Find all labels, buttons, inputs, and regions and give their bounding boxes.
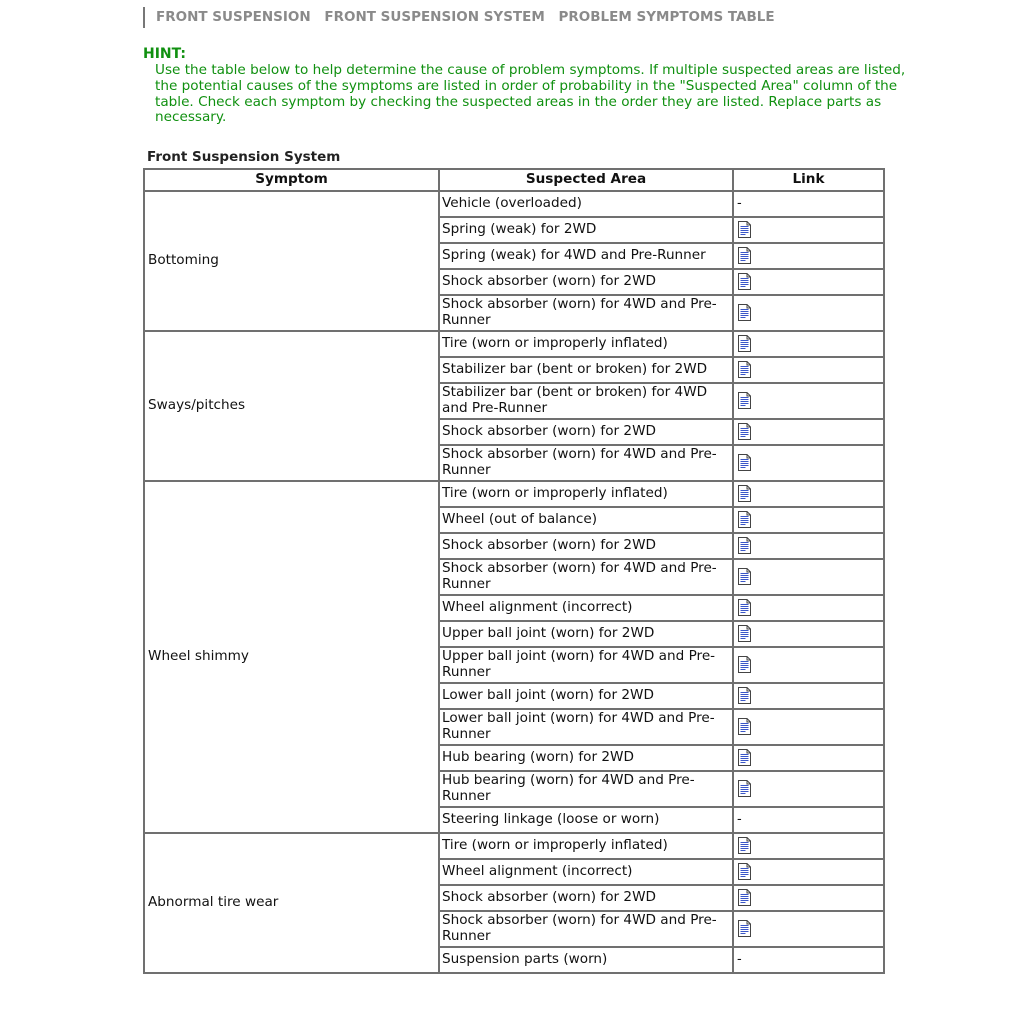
table-row <box>144 481 884 507</box>
suspected-area-cell: Lower ball joint (worn) for 2WD <box>439 683 733 709</box>
link-cell <box>733 419 884 445</box>
suspected-area-cell: Shock absorber (worn) for 4WD and Pre-Runner <box>439 445 733 481</box>
document-link-icon[interactable] <box>737 537 752 554</box>
column-header-symptom: Symptom <box>144 169 439 191</box>
document-link-icon[interactable] <box>737 221 752 238</box>
suspected-area-cell: Wheel (out of balance) <box>439 507 733 533</box>
document-link-icon[interactable] <box>737 599 752 616</box>
link-cell <box>733 911 884 947</box>
suspected-area-cell: Tire (worn or improperly inflated) <box>439 833 733 859</box>
symptom-cell: Wheel shimmy <box>144 481 439 833</box>
suspected-area-cell: Stabilizer bar (bent or broken) for 2WD <box>439 357 733 383</box>
suspected-area-cell: Stabilizer bar (bent or broken) for 4WD and Pre-Runner <box>439 383 733 419</box>
link-cell <box>733 647 884 683</box>
document-link-icon[interactable] <box>737 687 752 704</box>
document-link-icon[interactable] <box>737 511 752 528</box>
breadcrumb-item[interactable]: FRONT SUSPENSION <box>156 9 311 25</box>
suspected-area-cell: Lower ball joint (worn) for 4WD and Pre-Runner <box>439 709 733 745</box>
link-cell <box>733 683 884 709</box>
suspected-area-cell: Hub bearing (worn) for 2WD <box>439 745 733 771</box>
link-cell <box>733 859 884 885</box>
table-header-row <box>144 169 884 191</box>
symptom-cell: Sways/pitches <box>144 331 439 481</box>
suspected-area-cell: Shock absorber (worn) for 4WD and Pre-Runner <box>439 295 733 331</box>
link-cell <box>733 709 884 745</box>
document-link-icon[interactable] <box>737 273 752 290</box>
breadcrumb-item[interactable]: FRONT SUSPENSION SYSTEM <box>324 9 545 25</box>
link-cell <box>733 507 884 533</box>
suspected-area-cell: Suspension parts (worn) <box>439 947 733 973</box>
document-link-icon[interactable] <box>737 247 752 264</box>
document-link-icon[interactable] <box>737 837 752 854</box>
suspected-area-cell: Steering linkage (loose or worn) <box>439 807 733 833</box>
link-cell <box>733 595 884 621</box>
document-link-icon[interactable] <box>737 920 752 937</box>
document-link-icon[interactable] <box>737 889 752 906</box>
no-link-dash: - <box>737 952 742 968</box>
document-link-icon[interactable] <box>737 454 752 471</box>
suspected-area-cell: Upper ball joint (worn) for 2WD <box>439 621 733 647</box>
link-cell <box>733 383 884 419</box>
link-cell <box>733 445 884 481</box>
hint-title: HINT: <box>143 46 187 62</box>
suspected-area-cell: Tire (worn or improperly inflated) <box>439 331 733 357</box>
document-link-icon[interactable] <box>737 718 752 735</box>
document-link-icon[interactable] <box>737 656 752 673</box>
document-link-icon[interactable] <box>737 485 752 502</box>
suspected-area-cell: Wheel alignment (incorrect) <box>439 859 733 885</box>
document-link-icon[interactable] <box>737 625 752 642</box>
document-link-icon[interactable] <box>737 361 752 378</box>
column-header-link: Link <box>733 169 884 191</box>
no-link-dash: - <box>737 812 742 828</box>
document-link-icon[interactable] <box>737 304 752 321</box>
suspected-area-cell: Shock absorber (worn) for 2WD <box>439 885 733 911</box>
section-title: Front Suspension System <box>147 149 341 165</box>
document-link-icon[interactable] <box>737 863 752 880</box>
breadcrumb <box>143 7 784 28</box>
document-link-icon[interactable] <box>737 780 752 797</box>
table-row <box>144 191 884 217</box>
document-link-icon[interactable] <box>737 423 752 440</box>
suspected-area-cell: Shock absorber (worn) for 4WD and Pre-Runner <box>439 559 733 595</box>
no-link-dash: - <box>737 196 742 212</box>
suspected-area-cell: Upper ball joint (worn) for 4WD and Pre-Runner <box>439 647 733 683</box>
link-cell <box>733 331 884 357</box>
suspected-area-cell: Shock absorber (worn) for 2WD <box>439 269 733 295</box>
suspected-area-cell: Shock absorber (worn) for 4WD and Pre-Runner <box>439 911 733 947</box>
link-cell <box>733 295 884 331</box>
link-cell <box>733 269 884 295</box>
symptom-cell: Abnormal tire wear <box>144 833 439 973</box>
hint-text: Use the table below to help determine the cause of problem symptoms. If multiple suspected areas are listed, the potential causes of the symptoms are listed in order of probability in the "Suspected Area" column of the table. Check each symptom by checking the suspected areas in the order they are listed. Replace parts as necessary. <box>155 62 906 126</box>
suspected-area-cell: Tire (worn or improperly inflated) <box>439 481 733 507</box>
link-cell <box>733 771 884 807</box>
suspected-area-cell: Spring (weak) for 4WD and Pre-Runner <box>439 243 733 269</box>
table-row <box>144 331 884 357</box>
suspected-area-cell: Shock absorber (worn) for 2WD <box>439 419 733 445</box>
document-link-icon[interactable] <box>737 749 752 766</box>
table-row <box>144 833 884 859</box>
column-header-suspected-area: Suspected Area <box>439 169 733 191</box>
problem-symptoms-table <box>143 168 885 974</box>
link-cell <box>733 481 884 507</box>
symptom-cell: Bottoming <box>144 191 439 331</box>
link-cell <box>733 745 884 771</box>
document-link-icon[interactable] <box>737 568 752 585</box>
suspected-area-cell: Shock absorber (worn) for 2WD <box>439 533 733 559</box>
suspected-area-cell: Hub bearing (worn) for 4WD and Pre-Runner <box>439 771 733 807</box>
breadcrumb-item: PROBLEM SYMPTOMS TABLE <box>558 9 775 25</box>
link-cell <box>733 621 884 647</box>
link-cell <box>733 217 884 243</box>
table-body <box>144 191 884 973</box>
link-cell <box>733 191 884 217</box>
link-cell <box>733 833 884 859</box>
link-cell <box>733 885 884 911</box>
suspected-area-cell: Spring (weak) for 2WD <box>439 217 733 243</box>
link-cell <box>733 559 884 595</box>
link-cell <box>733 243 884 269</box>
suspected-area-cell: Wheel alignment (incorrect) <box>439 595 733 621</box>
link-cell <box>733 357 884 383</box>
link-cell <box>733 533 884 559</box>
link-cell <box>733 807 884 833</box>
suspected-area-cell: Vehicle (overloaded) <box>439 191 733 217</box>
link-cell <box>733 947 884 973</box>
document-link-icon[interactable] <box>737 335 752 352</box>
document-link-icon[interactable] <box>737 392 752 409</box>
